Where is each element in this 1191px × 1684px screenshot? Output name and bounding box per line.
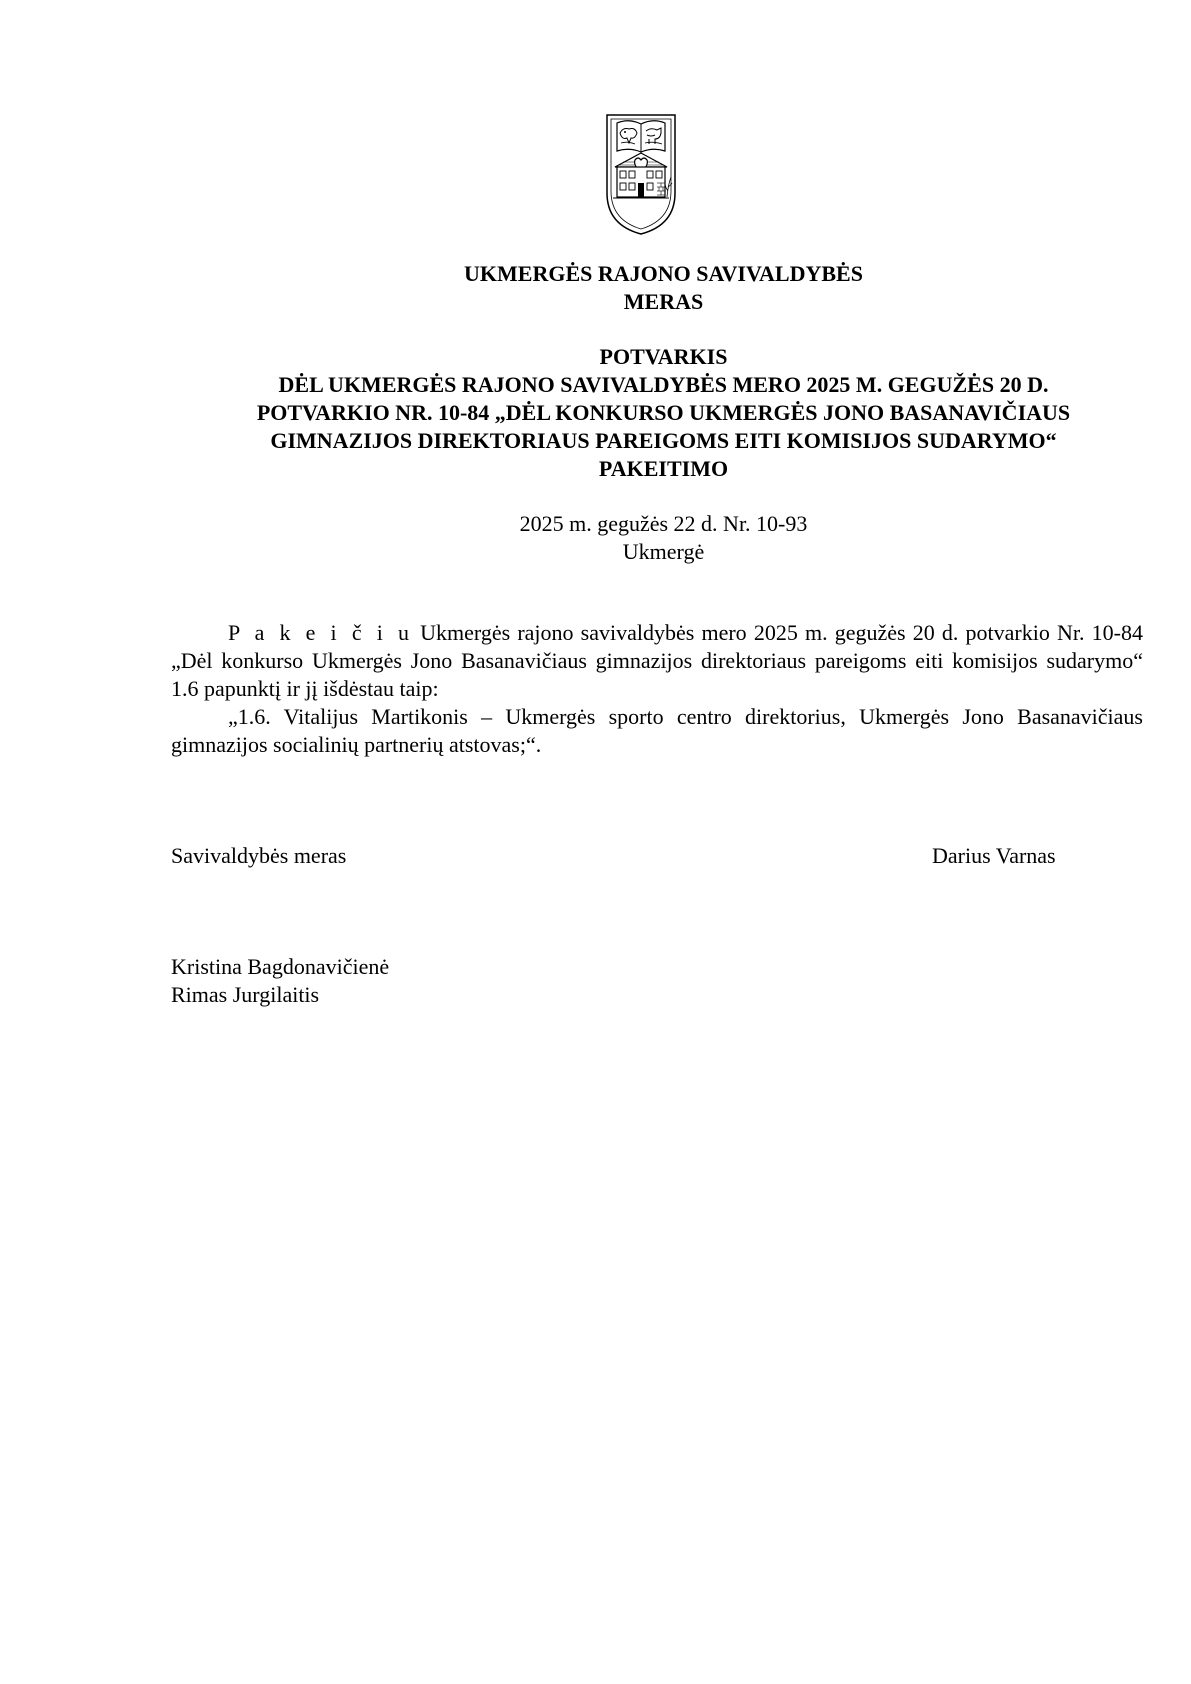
document-type: POTVARKIS <box>599 344 728 369</box>
amended-provision: „1.6. Vitalijus Martikonis – Ukmergės sporto centro direktorius, Ukmergės Jono Basanavičiaus gimnazijos socialinių partnerių atstovas;“. <box>171 704 1143 757</box>
document-body <box>171 619 1143 759</box>
date-number: 2025 m. gegužės 22 d. Nr. 10-93 <box>519 511 808 536</box>
body-paragraph-text: Ukmergės rajono savivaldybės mero 2025 m. gegužės 20 d. potvarkio Nr. 10-84 „Dėl konkurso Ukmergės Jono Basanavičiaus gimnazijos direktoriaus pareigoms eiti komisijos sudarymo“ 1.6 papunktį ir jį išdėstau taip: <box>171 620 1143 701</box>
subject-line: DĖL UKMERGĖS RAJONO SAVIVALDYBĖS MERO 2025 M. GEGUŽĖS 20 D. <box>278 372 1049 397</box>
place: Ukmergė <box>622 539 705 564</box>
subject-line: POTVARKIO NR. 10-84 „DĖL KONKURSO UKMERGĖS JONO BASANAVIČIAUS <box>256 400 1071 425</box>
action-verb: P a k e i č i u <box>228 620 413 645</box>
prepared-by <box>171 953 389 1009</box>
document-meta <box>170 510 1157 566</box>
signatory-position: Savivaldybės meras <box>171 843 347 868</box>
signatory-name: Darius Varnas <box>932 843 1056 868</box>
subject-line: GIMNAZIJOS DIREKTORIAUS PAREIGOMS EITI KOMISIJOS SUDARYMO“ <box>270 428 1057 453</box>
body-paragraph <box>171 619 1143 703</box>
preparer-name: Rimas Jurgilaitis <box>171 982 320 1007</box>
institution-role: MERAS <box>623 289 704 314</box>
subject-line: PAKEITIMO <box>598 456 729 481</box>
institution-header <box>170 260 1157 316</box>
preparer-name: Kristina Bagdonavičienė <box>171 954 390 979</box>
institution-name: UKMERGĖS RAJONO SAVIVALDYBĖS <box>464 261 863 286</box>
coat-of-arms-icon <box>605 113 677 236</box>
document-title <box>170 343 1157 483</box>
